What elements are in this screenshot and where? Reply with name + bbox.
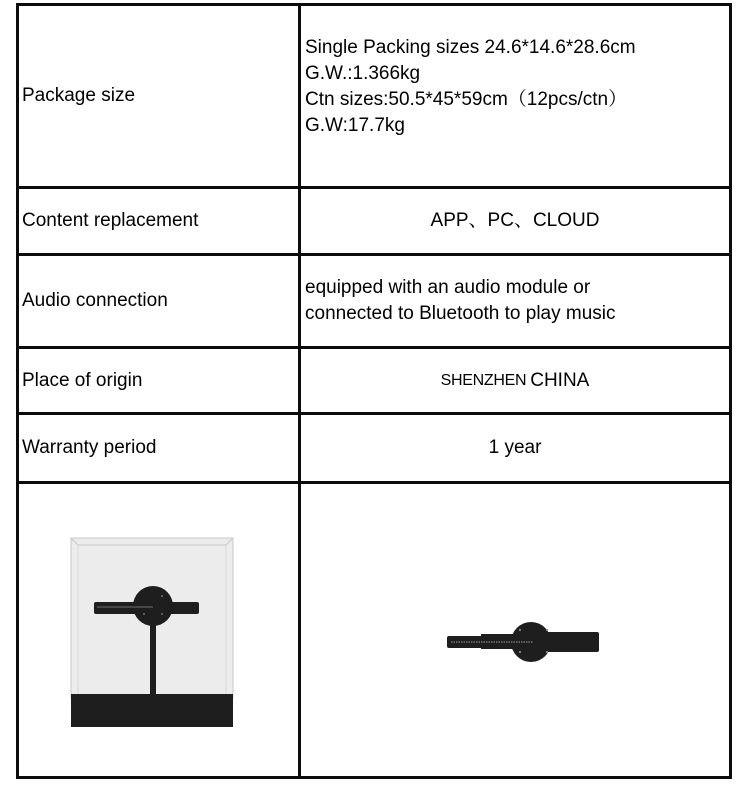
value-audio-connection <box>301 256 729 346</box>
carton-size: Ctn sizes:50.5*45*59cm（12pcs/ctn） <box>305 89 628 110</box>
image-cell-right <box>301 484 729 776</box>
value-package-size <box>301 6 729 186</box>
value-warranty-period: 1 year <box>488 437 542 458</box>
value-place-of-origin <box>301 349 729 412</box>
label-package-size: Package size <box>19 6 301 186</box>
image-cell-left <box>19 484 301 776</box>
audio-line-2: connected to Bluetooth to play music <box>305 303 616 324</box>
label-warranty-period: Warranty period <box>19 415 301 481</box>
row-audio-connection <box>19 256 729 349</box>
row-content-replacement <box>19 189 729 256</box>
hologram-fan-blade-image <box>301 484 732 777</box>
label-audio-connection: Audio connection <box>19 256 301 346</box>
value-content-replacement: APP、PC、CLOUD <box>430 210 600 231</box>
row-warranty-period <box>19 415 729 484</box>
label-place-of-origin: Place of origin <box>19 349 301 412</box>
origin-city: SHENZHEN <box>440 371 527 389</box>
row-place-of-origin <box>19 349 729 415</box>
row-package-size <box>19 6 729 189</box>
hologram-fan-display-case-image <box>19 484 298 777</box>
single-gross-weight: G.W.:1.366kg <box>305 63 421 84</box>
single-packing-size: Single Packing sizes 24.6*14.6*28.6cm <box>305 37 636 58</box>
carton-gross-weight: G.W:17.7kg <box>305 115 405 136</box>
label-content-replacement: Content replacement <box>19 189 301 253</box>
row-product-images <box>19 484 729 776</box>
origin-country: CHINA <box>530 369 590 391</box>
audio-line-1: equipped with an audio module or <box>305 277 591 298</box>
spec-table <box>16 3 732 779</box>
